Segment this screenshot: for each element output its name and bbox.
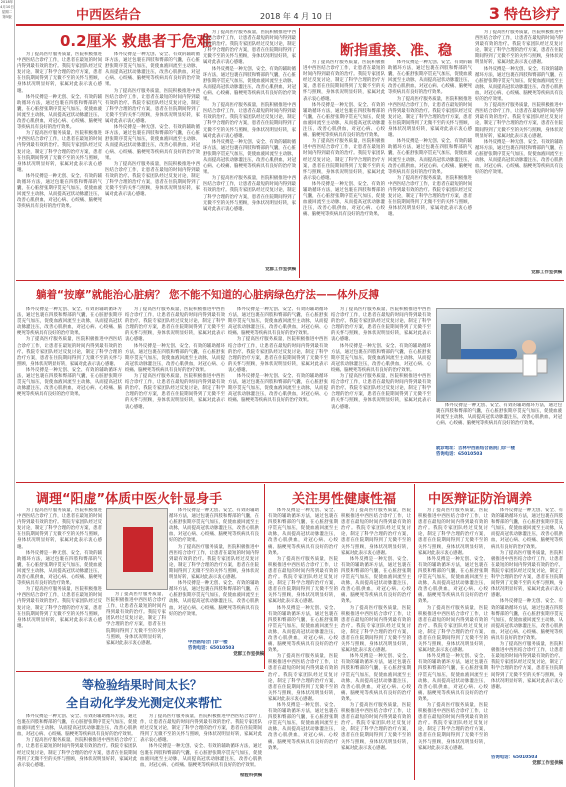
article-1-col-3: 为了提高医疗服务质量，医院积极推进中西医结合诊疗工作，让患者在最短的时间内得到最有效的治疗。我院专家团队经过反复讨论，制定了科学合理的治疗方案，患者在住院期间得到了无微不至的关怀与照顾，身体状况明显好转，家属对此表示衷心感谢。 体外反搏是一种无创、安全、有效的辅助循环方法，通过包裹在四肢和臀部的气囊，在心脏舒张期序贯充气加压，促使血液回流至主动脉，从而提高冠状动脉灌注压，改善心肌供血，对冠心病、心绞痛、脑梗死等疾病具有良好的治疗效果。 为了提高医疗服务质量，医院积极推进中西医结合诊疗工作，让患者在最短的时间内得到最有效的治疗。我院专家团队经过反复讨论，制定了科学合理的治疗方案，患者在住院期间得到了无微不至的关怀与照顾，身体状况明显好转，家属对此表示衷心感谢。 体外反搏是一种无创、安全、有效的辅助循环方法，通过包裹在四肢和臀部的气囊，在心脏舒张期序贯充气加压，促使血液回流至主动脉，从而提高冠状动脉灌注压，改善心肌供血，对冠心病、心绞痛、脑梗死等疾病具有良好的治疗效果。 为了提高医疗服务质量，医院积极推进中西医结合诊疗工作，让患者在最短的时间内得到最有效的治疗。我院专家团队经过反复讨论，制定了科学合理的治疗方案，患者在住院期间得到了无微不至的关怀与照顾，身体状况明显好转，家属对此表示衷心感谢。 xyxy=(203,30,296,212)
sidebar-date: 2018年4月10日 xyxy=(0,0,14,9)
article-2-col-3: 为了提高医疗服务质量，医院积极推进中西医结合诊疗工作，让患者在最短的时间内得到最有效的治疗。我院专家团队经过反复讨论，制定了科学合理的治疗方案，患者在住院期间得到了无微不至的关怀与照顾，身体状况明显好转，家属对此表示衷心感谢。 体外反搏是一种无创、安全、有效的辅助循环方法，通过包裹在四肢和臀部的气囊，在心脏舒张期序贯充气加压，促使血液回流至主动脉，从而提高冠状动脉灌注压，改善心肌供血，对冠心病、心绞痛、脑梗死等疾病具有良好的治疗效果。 为了提高医疗服务质量，医院积极推进中西医结合诊疗工作，让患者在最短的时间内得到最有效的治疗。我院专家团队经过反复讨论，制定了科学合理的治疗方案，患者在住院期间得到了无微不至的关怀与照顾，身体状况明显好转，家属对此表示衷心感谢。 体外反搏是一种无创、安全、有效的辅助循环方法，通过包裹在四肢和臀部的气囊，在心脏舒张期序贯充气加压，促使血液回流至主动脉，从而提高冠状动脉灌注压，改善心肌供血，对冠心病、心绞痛、脑梗死等疾病具有良好的治疗效果。 xyxy=(475,30,563,176)
article-2-footer: 党群工作室供稿 xyxy=(531,270,562,275)
article-3-col-1: 体外反搏是一种无创、安全、有效的辅助循环方法，通过包裹在四肢和臀部的气囊，在心脏舒张期序贯充气加压，促使血液回流至主动脉，从而提高冠状动脉灌注压，改善心肌供血，对冠心病、心绞痛、脑梗死等疾病具有良好的治疗效果。 为了提高医疗服务质量，医院积极推进中西医结合诊疗工作，让患者在最短的时间内得到最有效的治疗。我院专家团队经过反复讨论，制定了科学合理的治疗方案，患者在住院期间得到了无微不至的关怀与照顾，身体状况明显好转，家属对此表示衷心感谢。 体外反搏是一种无创、安全、有效的辅助循环方法，通过包裹在四肢和臀部的气囊，在心脏舒张期序贯充气加压，促使血液回流至主动脉，从而提高冠状动脉灌注压，改善心肌供血，对冠心病、心绞痛、脑梗死等疾病具有良好的治疗效果。 xyxy=(17,307,122,398)
date-sidebar xyxy=(0,0,15,787)
article-title-5: 关注男性健康性福 xyxy=(292,492,397,507)
article-title-1: 0.2厘米 救患者于危难 xyxy=(60,32,212,50)
masthead xyxy=(16,2,564,26)
article-4-col-1: 为了提高医疗服务质量，医院积极推进中西医结合诊疗工作，让患者在最短的时间内得到最有效的治疗。我院专家团队经过反复讨论，制定了科学合理的治疗方案，患者在住院期间得到了无微不至的关怀与照顾，身体状况明显好转，家属对此表示衷心感谢。 体外反搏是一种无创、安全、有效的辅助循环方法，通过包裹在四肢和臀部的气囊，在心脏舒张期序贯充气加压，促使血液回流至主动脉，从而提高冠状动脉灌注压，改善心肌供血，对冠心病、心绞痛、脑梗死等疾病具有良好的治疗效果。 为了提高医疗服务质量，医院积极推进中西医结合诊疗工作，让患者在最短的时间内得到最有效的治疗。我院专家团队经过反复讨论，制定了科学合理的治疗方案，患者在住院期间得到了无微不至的关怀与照顾，身体状况明显好转，家属对此表示衷心感谢。 xyxy=(17,508,102,629)
divider xyxy=(16,671,264,672)
page-number: 3 xyxy=(488,4,500,23)
treatment-scene-icon xyxy=(437,309,563,401)
red-banner xyxy=(123,527,153,572)
article-7-col-1: 体外反搏是一种无创、安全、有效的辅助循环方法，通过包裹在四肢和臀部的气囊，在心脏舒张期序贯充气加压，促使血液回流至主动脉，从而提高冠状动脉灌注压，改善心肌供血，对冠心病、心绞痛、脑梗死等疾病具有良好的治疗效果。 为了提高医疗服务质量，医院积极推进中西医结合诊疗工作，让患者在最短的时间内得到最有效的治疗。我院专家团队经过反复讨论，制定了科学合理的治疗方案，患者在住院期间得到了无微不至的关怀与照顾，身体状况明显好转，家属对此表示衷心感谢。 xyxy=(17,714,137,768)
article-3-col-4: 为了提高医疗服务质量，医院积极推进中西医结合诊疗工作，让患者在最短的时间内得到最有效的治疗。我院专家团队经过反复讨论，制定了科学合理的治疗方案，患者在住院期间得到了无微不至的关怀与照顾，身体状况明显好转，家属对此表示衷心感谢。 体外反搏是一种无创、安全、有效的辅助循环方法，通过包裹在四肢和臀部的气囊，在心脏舒张期序贯充气加压，促使血液回流至主动脉，从而提高冠状动脉灌注压，改善心肌供血，对冠心病、心绞痛、脑梗死等疾病具有良好的治疗效果。 为了提高医疗服务质量，医院积极推进中西医结合诊疗工作，让患者在最短的时间内得到最有效的治疗。我院专家团队经过反复讨论，制定了科学合理的治疗方案，患者在住院期间得到了无微不至的关怀与照顾，身体状况明显好转，家属对此表示衷心感谢。 xyxy=(331,307,431,410)
article-7-col-2: 为了提高医疗服务质量，医院积极推进中西医结合诊疗工作，让患者在最短的时间内得到最有效的治疗。我院专家团队经过反复讨论，制定了科学合理的治疗方案，患者在住院期间得到了无微不至的关怀与照顾，身体状况明显好转，家属对此表示衷心感谢。 体外反搏是一种无创、安全、有效的辅助循环方法，通过包裹在四肢和臀部的气囊，在心脏舒张期序贯充气加压，促使血液回流至主动脉，从而提高冠状动脉灌注压，改善心肌供血，对冠心病、心绞痛、脑梗死等疾病具有良好的治疗效果。 xyxy=(140,714,262,768)
article-4-contact: 中西医结合门诊一楼 咨询电话：65010503 党群工作室供稿 xyxy=(188,640,264,658)
article-3-col-2: 为了提高医疗服务质量，医院积极推进中西医结合诊疗工作，让患者在最短的时间内得到最有效的治疗。我院专家团队经过反复讨论，制定了科学合理的治疗方案，患者在住院期间得到了无微不至的关怀与照顾，身体状况明显好转，家属对此表示衷心感谢。 体外反搏是一种无创、安全、有效的辅助循环方法，通过包裹在四肢和臀部的气囊，在心脏舒张期序贯充气加压，促使血液回流至主动脉，从而提高冠状动脉灌注压，改善心肌供血，对冠心病、心绞痛、脑梗死等疾病具有良好的治疗效果。 为了提高医疗服务质量，医院积极推进中西医结合诊疗工作，让患者在最短的时间内得到最有效的治疗。我院专家团队经过反复讨论，制定了科学合理的治疗方案，患者在住院期间得到了无微不至的关怀与照顾，身体状况明显好转，家属对此表示衷心感谢。 xyxy=(125,307,225,410)
article-7-footer: 检验科供稿 xyxy=(240,773,262,778)
section-title: 特色诊疗 xyxy=(504,7,560,23)
article-4-col-2: 体外反搏是一种无创、安全、有效的辅助循环方法，通过包裹在四肢和臀部的气囊，在心脏舒张期序贯充气加压，促使血液回流至主动脉，从而提高冠状动脉灌注压，改善心肌供血，对冠心病、心绞痛、脑梗死等疾病具有良好的治疗效果。 为了提高医疗服务质量，医院积极推进中西医结合诊疗工作，让患者在最短的时间内得到最有效的治疗。我院专家团队经过反复讨论，制定了科学合理的治疗方案，患者在住院期间得到了无微不至的关怀与照顾，身体状况明显好转，家属对此表示衷心感谢。 体外反搏是一种无创、安全、有效的辅助循环方法，通过包裹在四肢和臀部的气囊，在心脏舒张期序贯充气加压，促使血液回流至主动脉，从而提高冠状动脉灌注压，改善心肌供血，对冠心病、心绞痛、脑梗死等疾病具有良好的治疗效果。 xyxy=(169,508,259,617)
page-section-label xyxy=(489,4,560,24)
newspaper-logo: 中西医结合 xyxy=(76,8,142,23)
article-2-col-1: 为了提高医疗服务质量，医院积极推进中西医结合诊疗工作，让患者在最短的时间内得到最有效的治疗。我院专家团队经过反复讨论，制定了科学合理的治疗方案，患者在住院期间得到了无微不至的关怀与照顾，身体状况明显好转，家属对此表示衷心感谢。 体外反搏是一种无创、安全、有效的辅助循环方法，通过包裹在四肢和臀部的气囊，在心脏舒张期序贯充气加压，促使血液回流至主动脉，从而提高冠状动脉灌注压，改善心肌供血，对冠心病、心绞痛、脑梗死等疾病具有良好的治疗效果。 为了提高医疗服务质量，医院积极推进中西医结合诊疗工作，让患者在最短的时间内得到最有效的治疗。我院专家团队经过反复讨论，制定了科学合理的治疗方案，患者在住院期间得到了无微不至的关怀与照顾，身体状况明显好转，家属对此表示衷心感谢。 体外反搏是一种无创、安全、有效的辅助循环方法，通过包裹在四肢和臀部的气囊，在心脏舒张期序贯充气加压，促使血液回流至主动脉，从而提高冠状动脉灌注压，改善心肌供血，对冠心病、心绞痛、脑梗死等疾病具有良好的治疗效果。 xyxy=(303,60,385,218)
article-6-contact: 咨询电话：65010503 党群工作室供稿 xyxy=(491,755,563,767)
article-subtitle-7: 全自动化学发光测定仪来帮忙 xyxy=(66,696,223,710)
article-5-col-2: 为了提高医疗服务质量，医院积极推进中西医结合诊疗工作，让患者在最短的时间内得到最有效的治疗。我院专家团队经过反复讨论，制定了科学合理的治疗方案，患者在住院期间得到了无微不至的关怀与照顾，身体状况明显好转，家属对此表示衷心感谢。 体外反搏是一种无创、安全、有效的辅助循环方法，通过包裹在四肢和臀部的气囊，在心脏舒张期序贯充气加压，促使血液回流至主动脉，从而提高冠状动脉灌注压，改善心肌供血，对冠心病、心绞痛、脑梗死等疾病具有良好的治疗效果。 为了提高医疗服务质量，医院积极推进中西医结合诊疗工作，让患者在最短的时间内得到最有效的治疗。我院专家团队经过反复讨论，制定了科学合理的治疗方案，患者在住院期间得到了无微不至的关怀与照顾，身体状况明显好转，家属对此表示衷心感谢。 体外反搏是一种无创、安全、有效的辅助循环方法，通过包裹在四肢和臀部的气囊，在心脏舒张期序贯充气加压，促使血液回流至主动脉，从而提高冠状动脉灌注压，改善心肌供血，对冠心病、心绞痛、脑梗死等疾病具有良好的治疗效果。 为了提高医疗服务质量，医院积极推进中西医结合诊疗工作，让患者在最短的时间内得到最有效的治疗。我院专家团队经过反复讨论，制定了科学合理的治疗方案，患者在住院期间得到了无微不至的关怀与照顾，身体状况明显好转，家属对此表示衷心感谢。 xyxy=(341,508,411,751)
article-3-col-3: 体外反搏是一种无创、安全、有效的辅助循环方法，通过包裹在四肢和臀部的气囊，在心脏舒张期序贯充气加压，促使血液回流至主动脉，从而提高冠状动脉灌注压，改善心肌供血，对冠心病、心绞痛、脑梗死等疾病具有良好的治疗效果。 为了提高医疗服务质量，医院积极推进中西医结合诊疗工作，让患者在最短的时间内得到最有效的治疗。我院专家团队经过反复讨论，制定了科学合理的治疗方案，患者在住院期间得到了无微不至的关怀与照顾，身体状况明显好转，家属对此表示衷心感谢。 体外反搏是一种无创、安全、有效的辅助循环方法，通过包裹在四肢和臀部的气囊，在心脏舒张期序贯充气加压，促使血液回流至主动脉，从而提高冠状动脉灌注压，改善心肌供血，对冠心病、心绞痛、脑梗死等疾病具有良好的治疗效果。 xyxy=(228,307,328,404)
article-6-col-2: 体外反搏是一种无创、安全、有效的辅助循环方法，通过包裹在四肢和臀部的气囊，在心脏舒张期序贯充气加压，促使血液回流至主动脉，从而提高冠状动脉灌注压，改善心肌供血，对冠心病、心绞痛、脑梗死等疾病具有良好的治疗效果。 为了提高医疗服务质量，医院积极推进中西医结合诊疗工作，让患者在最短的时间内得到最有效的治疗。我院专家团队经过反复讨论，制定了科学合理的治疗方案，患者在住院期间得到了无微不至的关怀与照顾，身体状况明显好转，家属对此表示衷心感谢。 体外反搏是一种无创、安全、有效的辅助循环方法，通过包裹在四肢和臀部的气囊，在心脏舒张期序贯充气加压，促使血液回流至主动脉，从而提高冠状动脉灌注压，改善心肌供血，对冠心病、心绞痛、脑梗死等疾病具有良好的治疗效果。 为了提高医疗服务质量，医院积极推进中西医结合诊疗工作，让患者在最短的时间内得到最有效的治疗。我院专家团队经过反复讨论，制定了科学合理的治疗方案，患者在住院期间得到了无微不至的关怀与照顾，身体状况明显好转，家属对此表示衷心感谢。 xyxy=(491,508,563,690)
article-4-col-3: 为了提高医疗服务质量，医院积极推进中西医结合诊疗工作，让患者在最短的时间内得到最有效的治疗。我院专家团队经过反复讨论，制定了科学合理的治疗方案，患者在住院期间得到了无微不至的关怀与照顾，身体状况明显好转，家属对此表示衷心感谢。 xyxy=(106,592,166,646)
article-2-col-2: 体外反搏是一种无创、安全、有效的辅助循环方法，通过包裹在四肢和臀部的气囊，在心脏舒张期序贯充气加压，促使血液回流至主动脉，从而提高冠状动脉灌注压，改善心肌供血，对冠心病、心绞痛、脑梗死等疾病具有良好的治疗效果。 为了提高医疗服务质量，医院积极推进中西医结合诊疗工作，让患者在最短的时间内得到最有效的治疗。我院专家团队经过反复讨论，制定了科学合理的治疗方案，患者在住院期间得到了无微不至的关怀与照顾，身体状况明显好转，家属对此表示衷心感谢。 体外反搏是一种无创、安全、有效的辅助循环方法，通过包裹在四肢和臀部的气囊，在心脏舒张期序贯充气加压，促使血液回流至主动脉，从而提高冠状动脉灌注压，改善心肌供血，对冠心病、心绞痛、脑梗死等疾病具有良好的治疗效果。 为了提高医疗服务质量，医院积极推进中西医结合诊疗工作，让患者在最短的时间内得到最有效的治疗。我院专家团队经过反复讨论，制定了科学合理的治疗方案，患者在住院期间得到了无微不至的关怀与照顾，身体状况明显好转，家属对此表示衷心感谢。 xyxy=(388,60,472,218)
article-6-col-1: 为了提高医疗服务质量，医院积极推进中西医结合诊疗工作，让患者在最短的时间内得到最有效的治疗。我院专家团队经过反复讨论，制定了科学合理的治疗方案，患者在住院期间得到了无微不至的关怀与照顾，身体状况明显好转，家属对此表示衷心感谢。 体外反搏是一种无创、安全、有效的辅助循环方法，通过包裹在四肢和臀部的气囊，在心脏舒张期序贯充气加压，促使血液回流至主动脉，从而提高冠状动脉灌注压，改善心肌供血，对冠心病、心绞痛、脑梗死等疾病具有良好的治疗效果。 为了提高医疗服务质量，医院积极推进中西医结合诊疗工作，让患者在最短的时间内得到最有效的治疗。我院专家团队经过反复讨论，制定了科学合理的治疗方案，患者在住院期间得到了无微不至的关怀与照顾，身体状况明显好转，家属对此表示衷心感谢。 体外反搏是一种无创、安全、有效的辅助循环方法，通过包裹在四肢和臀部的气囊，在心脏舒张期序贯充气加压，促使血液回流至主动脉，从而提高冠状动脉灌注压，改善心肌供血，对冠心病、心绞痛、脑梗死等疾病具有良好的治疗效果。 为了提高医疗服务质量，医院积极推进中西医结合诊疗工作，让患者在最短的时间内得到最有效的治疗。我院专家团队经过反复讨论，制定了科学合理的治疗方案，患者在住院期间得到了无微不至的关怀与照顾，身体状况明显好转，家属对此表示衷心感谢。 xyxy=(418,508,488,751)
photo-fire-needle-banner xyxy=(106,508,168,590)
photo-external-counterpulsation xyxy=(436,308,564,402)
article-title-2: 断指重接、准、稳 xyxy=(340,43,452,59)
divider xyxy=(16,482,564,483)
article-3-contact: 就诊地址：吉林中西医结合医院门诊一楼 咨询电话：65010503 xyxy=(436,446,516,458)
article-1-footer: 党群工作室供稿 xyxy=(265,267,296,272)
article-5-col-1: 体外反搏是一种无创、安全、有效的辅助循环方法，通过包裹在四肢和臀部的气囊，在心脏舒张期序贯充气加压，促使血液回流至主动脉，从而提高冠状动脉灌注压，改善心肌供血，对冠心病、心绞痛、脑梗死等疾病具有良好的治疗效果。 为了提高医疗服务质量，医院积极推进中西医结合诊疗工作，让患者在最短的时间内得到最有效的治疗。我院专家团队经过反复讨论，制定了科学合理的治疗方案，患者在住院期间得到了无微不至的关怀与照顾，身体状况明显好转，家属对此表示衷心感谢。 体外反搏是一种无创、安全、有效的辅助循环方法，通过包裹在四肢和臀部的气囊，在心脏舒张期序贯充气加压，促使血液回流至主动脉，从而提高冠状动脉灌注压，改善心肌供血，对冠心病、心绞痛、脑梗死等疾病具有良好的治疗效果。 为了提高医疗服务质量，医院积极推进中西医结合诊疗工作，让患者在最短的时间内得到最有效的治疗。我院专家团队经过反复讨论，制定了科学合理的治疗方案，患者在住院期间得到了无微不至的关怀与照顾，身体状况明显好转，家属对此表示衷心感谢。 体外反搏是一种无创、安全、有效的辅助循环方法，通过包裹在四肢和臀部的气囊，在心脏舒张期序贯充气加压，促使血液回流至主动脉，从而提高冠状动脉灌注压，改善心肌供血，对冠心病、心绞痛、脑梗死等疾病具有良好的治疗效果。 xyxy=(268,508,338,751)
article-title-3: 躺着“按摩”就能治心脏病？ 您不能不知道的心脏病绿色疗法——体外反搏 xyxy=(36,289,379,301)
divider xyxy=(414,484,415,780)
divider xyxy=(299,28,300,278)
divider xyxy=(264,484,265,669)
article-title-6: 中医辩证防治调养 xyxy=(428,492,533,507)
article-1-col-2: 体外反搏是一种无创、安全、有效的辅助循环方法，通过包裹在四肢和臀部的气囊，在心脏舒张期序贯充气加压，促使血液回流至主动脉，从而提高冠状动脉灌注压，改善心肌供血，对冠心病、心绞痛、脑梗死等疾病具有良好的治疗效果。 为了提高医疗服务质量，医院积极推进中西医结合诊疗工作，让患者在最短的时间内得到最有效的治疗。我院专家团队经过反复讨论，制定了科学合理的治疗方案，患者在住院期间得到了无微不至的关怀与照顾，身体状况明显好转，家属对此表示衷心感谢。 体外反搏是一种无创、安全、有效的辅助循环方法，通过包裹在四肢和臀部的气囊，在心脏舒张期序贯充气加压，促使血液回流至主动脉，从而提高冠状动脉灌注压，改善心肌供血，对冠心病、心绞痛、脑梗死等疾病具有良好的治疗效果。 为了提高医疗服务质量，医院积极推进中西医结合诊疗工作，让患者在最短的时间内得到最有效的治疗。我院专家团队经过反复讨论，制定了科学合理的治疗方案，患者在住院期间得到了无微不至的关怀与照顾，身体状况明显好转，家属对此表示衷心感谢。 xyxy=(105,52,200,198)
divider xyxy=(16,280,564,281)
article-title-7: 等检验结果时间太长？ xyxy=(82,678,203,692)
article-1-col-1: 为了提高医疗服务质量，医院积极推进中西医结合诊疗工作，让患者在最短的时间内得到最有效的治疗。我院专家团队经过反复讨论，制定了科学合理的治疗方案，患者在住院期间得到了无微不至的关怀与照顾，身体状况明显好转，家属对此表示衷心感谢。 体外反搏是一种无创、安全、有效的辅助循环方法，通过包裹在四肢和臀部的气囊，在心脏舒张期序贯充气加压，促使血液回流至主动脉，从而提高冠状动脉灌注压，改善心肌供血，对冠心病、心绞痛、脑梗死等疾病具有良好的治疗效果。 为了提高医疗服务质量，医院积极推进中西医结合诊疗工作，让患者在最短的时间内得到最有效的治疗。我院专家团队经过反复讨论，制定了科学合理的治疗方案，患者在住院期间得到了无微不至的关怀与照顾，身体状况明显好转，家属对此表示衷心感谢。 体外反搏是一种无创、安全、有效的辅助循环方法，通过包裹在四肢和臀部的气囊，在心脏舒张期序贯充气加压，促使血液回流至主动脉，从而提高冠状动脉灌注压，改善心肌供血，对冠心病、心绞痛、脑梗死等疾病具有良好的治疗效果。 xyxy=(17,52,102,210)
issue-date: 2018 年 4 月 10 日 xyxy=(260,12,333,21)
sidebar-label: 星期二 第5版 xyxy=(1,10,13,19)
article-3-col-5: 体外反搏是一种无创、安全、有效的辅助循环方法，通过包裹在四肢和臀部的气囊，在心脏舒张期序贯充气加压，促使血液回流至主动脉，从而提高冠状动脉灌注压，改善心肌供血，对冠心病、心绞痛、脑梗死等疾病具有良好的治疗效果。 xyxy=(436,403,562,427)
article-title-4: 调理“阳虚”体质中医火针显身手 xyxy=(36,492,223,507)
